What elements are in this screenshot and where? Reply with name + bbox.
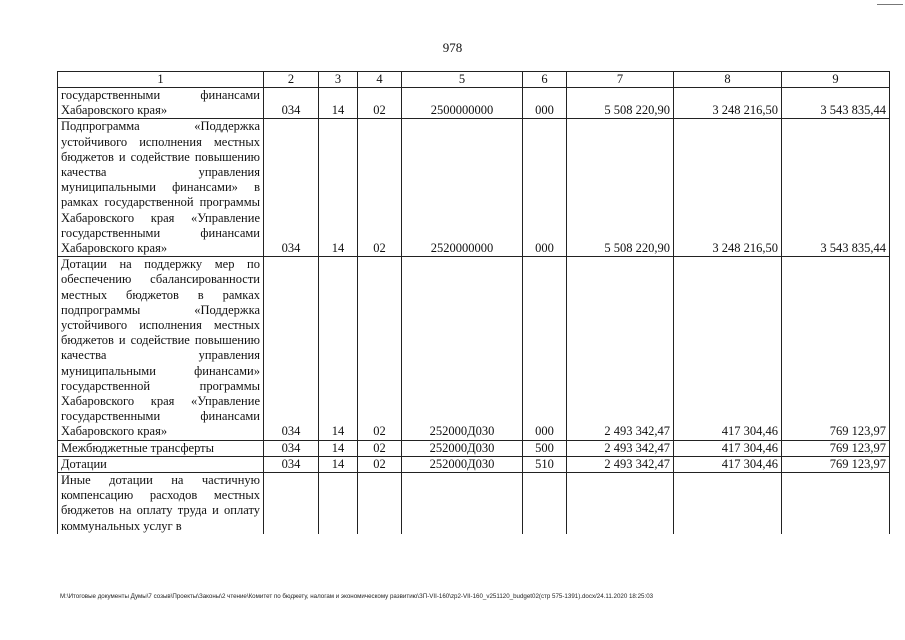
cell-ministry-code bbox=[264, 473, 319, 534]
cell-subsection: 02 bbox=[358, 257, 402, 440]
cell-amount-3 bbox=[782, 473, 890, 534]
cell-amount-2: 417 304,46 bbox=[674, 440, 782, 456]
cell-amount-1: 5 508 220,90 bbox=[567, 119, 674, 257]
document-footer-path: M:\Итоговые документы Думы\7 созыв\Проекты\Законы\2 чтение\Комитет по бюджету, налогам и экономическому развитию\ЗП-VII-160\zp2-VII-160_v251120_budget02(стр 575-1391).docx/24.11.2020 18:25:03 bbox=[60, 593, 654, 600]
header-col-2: 2 bbox=[264, 72, 319, 88]
cell-amount-3: 769 123,97 bbox=[782, 456, 890, 472]
row-description: Межбюджетные трансферты bbox=[58, 440, 264, 456]
table-row bbox=[58, 119, 890, 257]
cell-section: 14 bbox=[319, 257, 358, 440]
cell-section: 14 bbox=[319, 88, 358, 119]
header-col-8: 8 bbox=[674, 72, 782, 88]
cell-ministry-code: 034 bbox=[264, 257, 319, 440]
cell-section: 14 bbox=[319, 440, 358, 456]
cell-amount-1: 2 493 342,47 bbox=[567, 440, 674, 456]
header-col-1: 1 bbox=[58, 72, 264, 88]
cell-expense-type: 000 bbox=[523, 119, 567, 257]
cell-ministry-code: 034 bbox=[264, 88, 319, 119]
cell-expense-type bbox=[523, 473, 567, 534]
row-description: Иные дотации на частичную компенсацию расходов местных бюджетов на оплату труда и оплату коммунальных услуг в bbox=[58, 473, 264, 534]
cell-target-article: 2500000000 bbox=[402, 88, 523, 119]
table-row bbox=[58, 473, 890, 534]
row-description: Подпрограмма «Поддержка устойчивого исполнения местных бюджетов и содействие повышению качества управления муниципальными финансами» в рамках государственной программы Хабаровского края «Управление государственными финансами Хабаровского края» bbox=[58, 119, 264, 257]
cell-amount-3: 769 123,97 bbox=[782, 257, 890, 440]
cell-section: 14 bbox=[319, 119, 358, 257]
header-col-3: 3 bbox=[319, 72, 358, 88]
cell-target-article bbox=[402, 473, 523, 534]
cell-ministry-code: 034 bbox=[264, 119, 319, 257]
table-row bbox=[58, 440, 890, 456]
header-col-9: 9 bbox=[782, 72, 890, 88]
header-col-4: 4 bbox=[358, 72, 402, 88]
cell-amount-3: 3 543 835,44 bbox=[782, 119, 890, 257]
cell-expense-type: 500 bbox=[523, 440, 567, 456]
cell-amount-2 bbox=[674, 473, 782, 534]
cell-section bbox=[319, 473, 358, 534]
header-col-6: 6 bbox=[523, 72, 567, 88]
row-description: Дотации на поддержку мер по обеспечению сбалансированности местных бюджетов в рамках подпрограммы «Поддержка устойчивого исполнения местных бюджетов и содействие повышению качества управления муниципальными финансами» государственной программы Хабаровского края «Управление государственными финансами Хабаровского края» bbox=[58, 257, 264, 440]
table-row bbox=[58, 456, 890, 472]
cell-subsection bbox=[358, 473, 402, 534]
cell-target-article: 252000Д030 bbox=[402, 456, 523, 472]
cell-target-article: 2520000000 bbox=[402, 119, 523, 257]
cell-amount-2: 417 304,46 bbox=[674, 456, 782, 472]
header-col-7: 7 bbox=[567, 72, 674, 88]
cell-target-article: 252000Д030 bbox=[402, 257, 523, 440]
cell-amount-2: 3 248 216,50 bbox=[674, 88, 782, 119]
row-description: государственными финансами Хабаровского края» bbox=[58, 88, 264, 119]
cell-expense-type: 000 bbox=[523, 88, 567, 119]
cell-subsection: 02 bbox=[358, 119, 402, 257]
cell-ministry-code: 034 bbox=[264, 456, 319, 472]
cell-subsection: 02 bbox=[358, 456, 402, 472]
page-number: 978 bbox=[442, 40, 463, 55]
cell-expense-type: 510 bbox=[523, 456, 567, 472]
cell-amount-1: 5 508 220,90 bbox=[567, 88, 674, 119]
cell-amount-1 bbox=[567, 473, 674, 534]
row-description: Дотации bbox=[58, 456, 264, 472]
budget-table bbox=[57, 71, 890, 534]
cell-amount-1: 2 493 342,47 bbox=[567, 257, 674, 440]
cell-amount-2: 3 248 216,50 bbox=[674, 119, 782, 257]
cell-amount-2: 417 304,46 bbox=[674, 257, 782, 440]
cell-section: 14 bbox=[319, 456, 358, 472]
cell-amount-1: 2 493 342,47 bbox=[567, 456, 674, 472]
header-col-5: 5 bbox=[402, 72, 523, 88]
cell-amount-3: 3 543 835,44 bbox=[782, 88, 890, 119]
cell-amount-3: 769 123,97 bbox=[782, 440, 890, 456]
cell-subsection: 02 bbox=[358, 440, 402, 456]
corner-mark bbox=[877, 4, 903, 5]
header-row bbox=[58, 72, 890, 88]
table-row bbox=[58, 88, 890, 119]
table-row bbox=[58, 257, 890, 440]
cell-target-article: 252000Д030 bbox=[402, 440, 523, 456]
cell-subsection: 02 bbox=[358, 88, 402, 119]
cell-ministry-code: 034 bbox=[264, 440, 319, 456]
cell-expense-type: 000 bbox=[523, 257, 567, 440]
